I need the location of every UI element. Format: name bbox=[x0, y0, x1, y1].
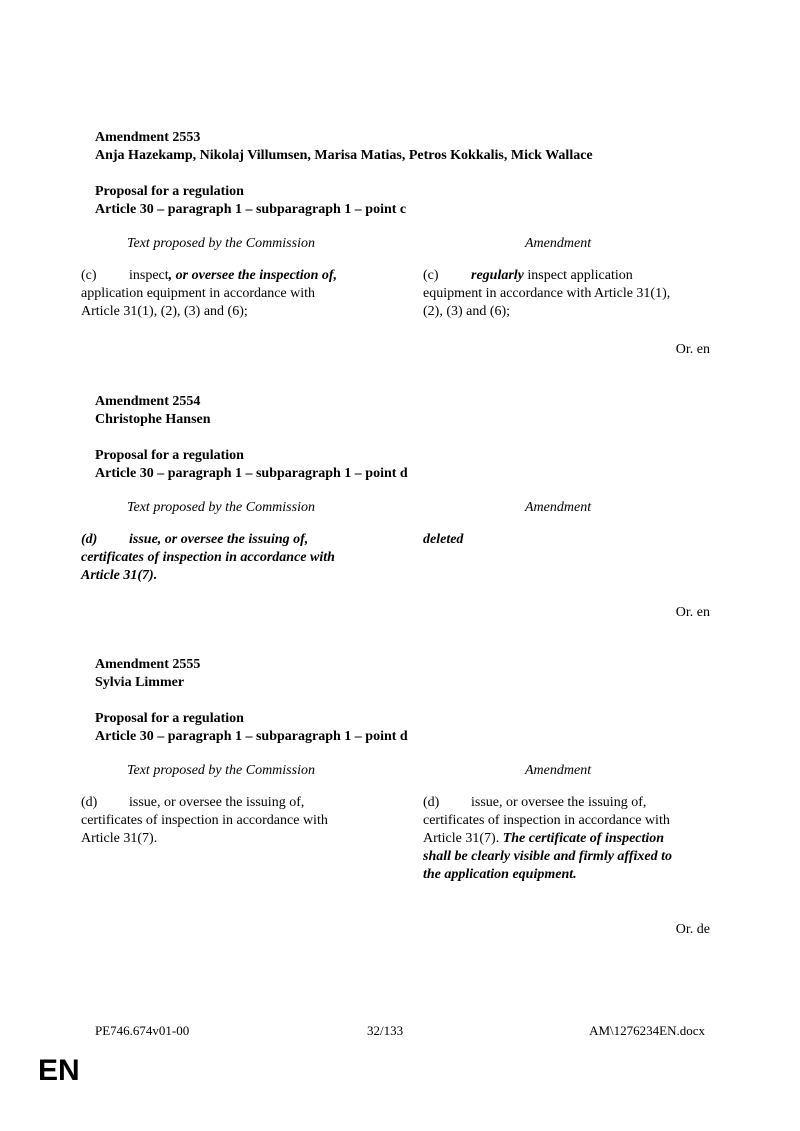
language-code: EN bbox=[38, 1054, 80, 1087]
amendment-number: Amendment 2553 bbox=[95, 130, 201, 145]
commission-column-header: Text proposed by the Commission bbox=[127, 763, 315, 778]
original-language: Or. de bbox=[675, 922, 710, 937]
amendment-column-header: Amendment bbox=[525, 763, 592, 778]
amendment-authors: Anja Hazekamp, Nikolaj Villumsen, Marisa Matias, Petros Kokkalis, Mick Wallace bbox=[95, 148, 593, 163]
amendment-column-header: Amendment bbox=[525, 236, 592, 251]
amendment-authors: Christophe Hansen bbox=[95, 412, 211, 427]
article-reference: Article 30 – paragraph 1 – subparagraph 1 – point d bbox=[95, 466, 408, 481]
amendment-2553 bbox=[81, 129, 710, 357]
amendment-2554 bbox=[81, 393, 710, 620]
page-footer bbox=[95, 1023, 705, 1041]
commission-column-header: Text proposed by the Commission bbox=[127, 236, 315, 251]
article-reference: Article 30 – paragraph 1 – subparagraph 1 – point d bbox=[95, 729, 408, 744]
amendment-text: deleted bbox=[423, 532, 464, 547]
article-reference: Article 30 – paragraph 1 – subparagraph 1 – point c bbox=[95, 202, 407, 217]
amendment-number: Amendment 2554 bbox=[95, 394, 201, 409]
amendment-authors: Sylvia Limmer bbox=[95, 675, 185, 690]
commission-column-header: Text proposed by the Commission bbox=[127, 500, 315, 515]
amendment-text: (c) regularly inspect application equipment in accordance with Article 31(1), (2), (3) and (6); bbox=[423, 268, 671, 319]
commission-text: (d) issue, or oversee the issuing of, certificates of inspection in accordance with Article 31(7). bbox=[81, 532, 335, 583]
amendment-2555 bbox=[81, 656, 710, 937]
commission-text: (c) inspect, or oversee the inspection of, application equipment in accordance with Article 31(1), (2), (3) and (6); bbox=[81, 268, 338, 319]
document-reference: PE746.674v01-00 bbox=[95, 1023, 190, 1038]
amendment-text: (d) issue, or oversee the issuing of, certificates of inspection in accordance with Article 31(7). The certificate of inspection shall be clearly visible and firmly affixed to the application equipment. bbox=[423, 795, 672, 882]
page-number: 32/133 bbox=[367, 1023, 404, 1038]
amendment-number: Amendment 2555 bbox=[95, 657, 201, 672]
original-language: Or. en bbox=[675, 342, 710, 357]
commission-text: (d) issue, or oversee the issuing of, certificates of inspection in accordance with Article 31(7). bbox=[81, 795, 328, 846]
original-language: Or. en bbox=[675, 605, 710, 620]
amendment-column-header: Amendment bbox=[525, 500, 592, 515]
proposal-title: Proposal for a regulation bbox=[95, 184, 244, 199]
file-name: AM\1276234EN.docx bbox=[589, 1023, 705, 1038]
proposal-title: Proposal for a regulation bbox=[95, 711, 244, 726]
proposal-title: Proposal for a regulation bbox=[95, 448, 244, 463]
